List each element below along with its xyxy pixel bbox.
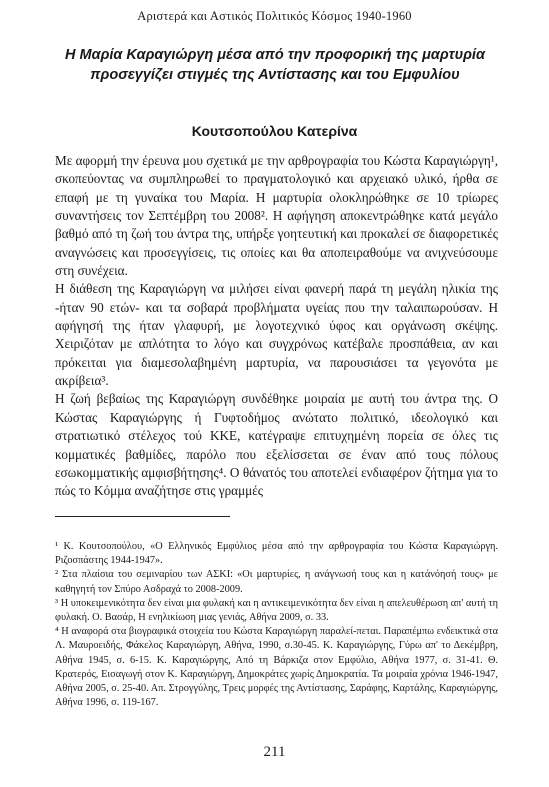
running-header: Αριστερά και Αστικός Πολιτικός Κόσμος 1940-1960 [137, 9, 412, 23]
paragraph: Με αφορμή την έρευνα μου σχετικά με την αρθρογραφία του Κώστα Καραγιώργη¹, σκοπεύοντας να συμπληρωθεί το πραγματολογικό και αρχειακό υλικό, ήρθα σε επαφή με τη γυναίκα του Μαρία. Η μαρτυρία ολοκληρώθηκε σε 10 τρίωρες συναντήσεις τον Σεπτέμβρη του 2008². Η αφήγηση αποκεντρώθηκε κατά μεγάλο βαθμό από τη ζωή του άντρα της, υπήρξε γοητευτική και προκαλεί σε διαφορετικές αναγνώσεις και προσεγγίσεις, τις οποίες και θα αποπειραθούμε να ανιχνεύσουμε στη συνέχεια. [55, 153, 498, 279]
footnote-separator [55, 516, 230, 517]
footnote: ² Στα πλαίσια του σεμιναρίου των ΑΣΚΙ: «Οι μαρτυρίες, η ανάγνωσή τους και η κατάνόησή τους» με καθηγητή τον Σπύρο Ασδραχά το 2008-2009. [55, 569, 498, 595]
footnote: ³ Η υποκειμενικότητα δεν είναι μια φυλακή και η αντικειμενικότητα δεν είναι η απελευθέρωση απ' αυτή τη φυλακή. Ο. Βασάρ, Η ενηλικίωση μιας γενιάς, Αθήνα 2009, σ. 33. [55, 597, 498, 624]
footnote: ⁴ Η αναφορά στα βιογραφικά στοιχεία του Κώστα Καραγιώργη παραλεί-πεται. Παραπέμπω ενδεικτικά στα Λ. Μαυροειδής, Φάκελος Καραγιώργη, Αθήνα, 1990, σ.30-45. Κ. Καραγιώργης, Γύρω απ' το Δεκέμβρη, Αθήνα 1945, σ. 6-15. Κ. Καραγιώργης, Από τη Βάρκιζα στον Εμφύλιο, Αθήνα 1977, σ. 31-41. Θ. Κρατερός, Εισαγωγή στον Κ. Καραγιώργη, Δημοκράτες χωρίς Δημοκρατία. Τα μοιραία χρόνια 1946-1947, Αθήνα 2005, σ. 25-40. Απ. Στρογγύλης, Τρεις μορφές της Αντίστασης, Σαράφης, Καρτάλης, Καραγιώργης, Αθήνα 1996, σ. 119-167. [55, 626, 498, 709]
footnotes [55, 540, 498, 710]
page-number: 211 [263, 744, 286, 760]
article-title: Η Μαρία Καραγιώργη μέσα από την προφορική της μαρτυρία προσεγγίζει στιγμές της Αντίστασης και του Εμφυλίου [65, 47, 485, 83]
footnote: ¹ Κ. Κουτσοπούλου, «Ο Ελληνικός Εμφύλιος μέσα από την αρθρογραφία του Κώστα Καραγιώργη. Ριζοσπάστης 1944-1947». [55, 541, 498, 567]
body-text [55, 152, 498, 501]
article-author: Κουτσοπούλου Κατερίνα [191, 123, 358, 139]
paragraph: Η ζωή βεβαίως της Καραγιώργη συνδέθηκε μοιραία με αυτή του άντρα της. Ο Κώστας Καραγιώργης ή Γυφτοδήμος ανώτατο πολιτικό, ιδεολογικό και στρατιωτικό στέλεχος τού ΚΚΕ, κατέγραψε επιτυχημένη πορεία σε όλες τις κομματικές βαθμίδες, παρόλο που εξελίσσεται σε έναν από τους πόλους εσωκομματικής αμφισβήτησης⁴. Ο θάνατός του αποτελεί ενδιαφέρον ζήτημα για το πώς το Κόμμα αναζήτησε στις γραμμές [55, 391, 498, 499]
paragraph: Η διάθεση της Καραγιώργη να μιλήσει είναι φανερή παρά τη μεγάλη ηλικία της -ήταν 90 ετών- και τα σοβαρά προβλήματα υγείας που την ταλαιπωρούσαν. Η αφήγησή της ήταν γλαφυρή, με λογοτεχνικό ύφος και οργάνωση σκέψης. Χειριζόταν με απλότητα το λόγο και συγχρόνως κατέβαλε προσπάθεια, αν και πρόκειται για διαμεσολαβημένη μαρτυρία, να παρουσιάσει τα γεγονότα με ακρίβεια³. [55, 281, 498, 389]
